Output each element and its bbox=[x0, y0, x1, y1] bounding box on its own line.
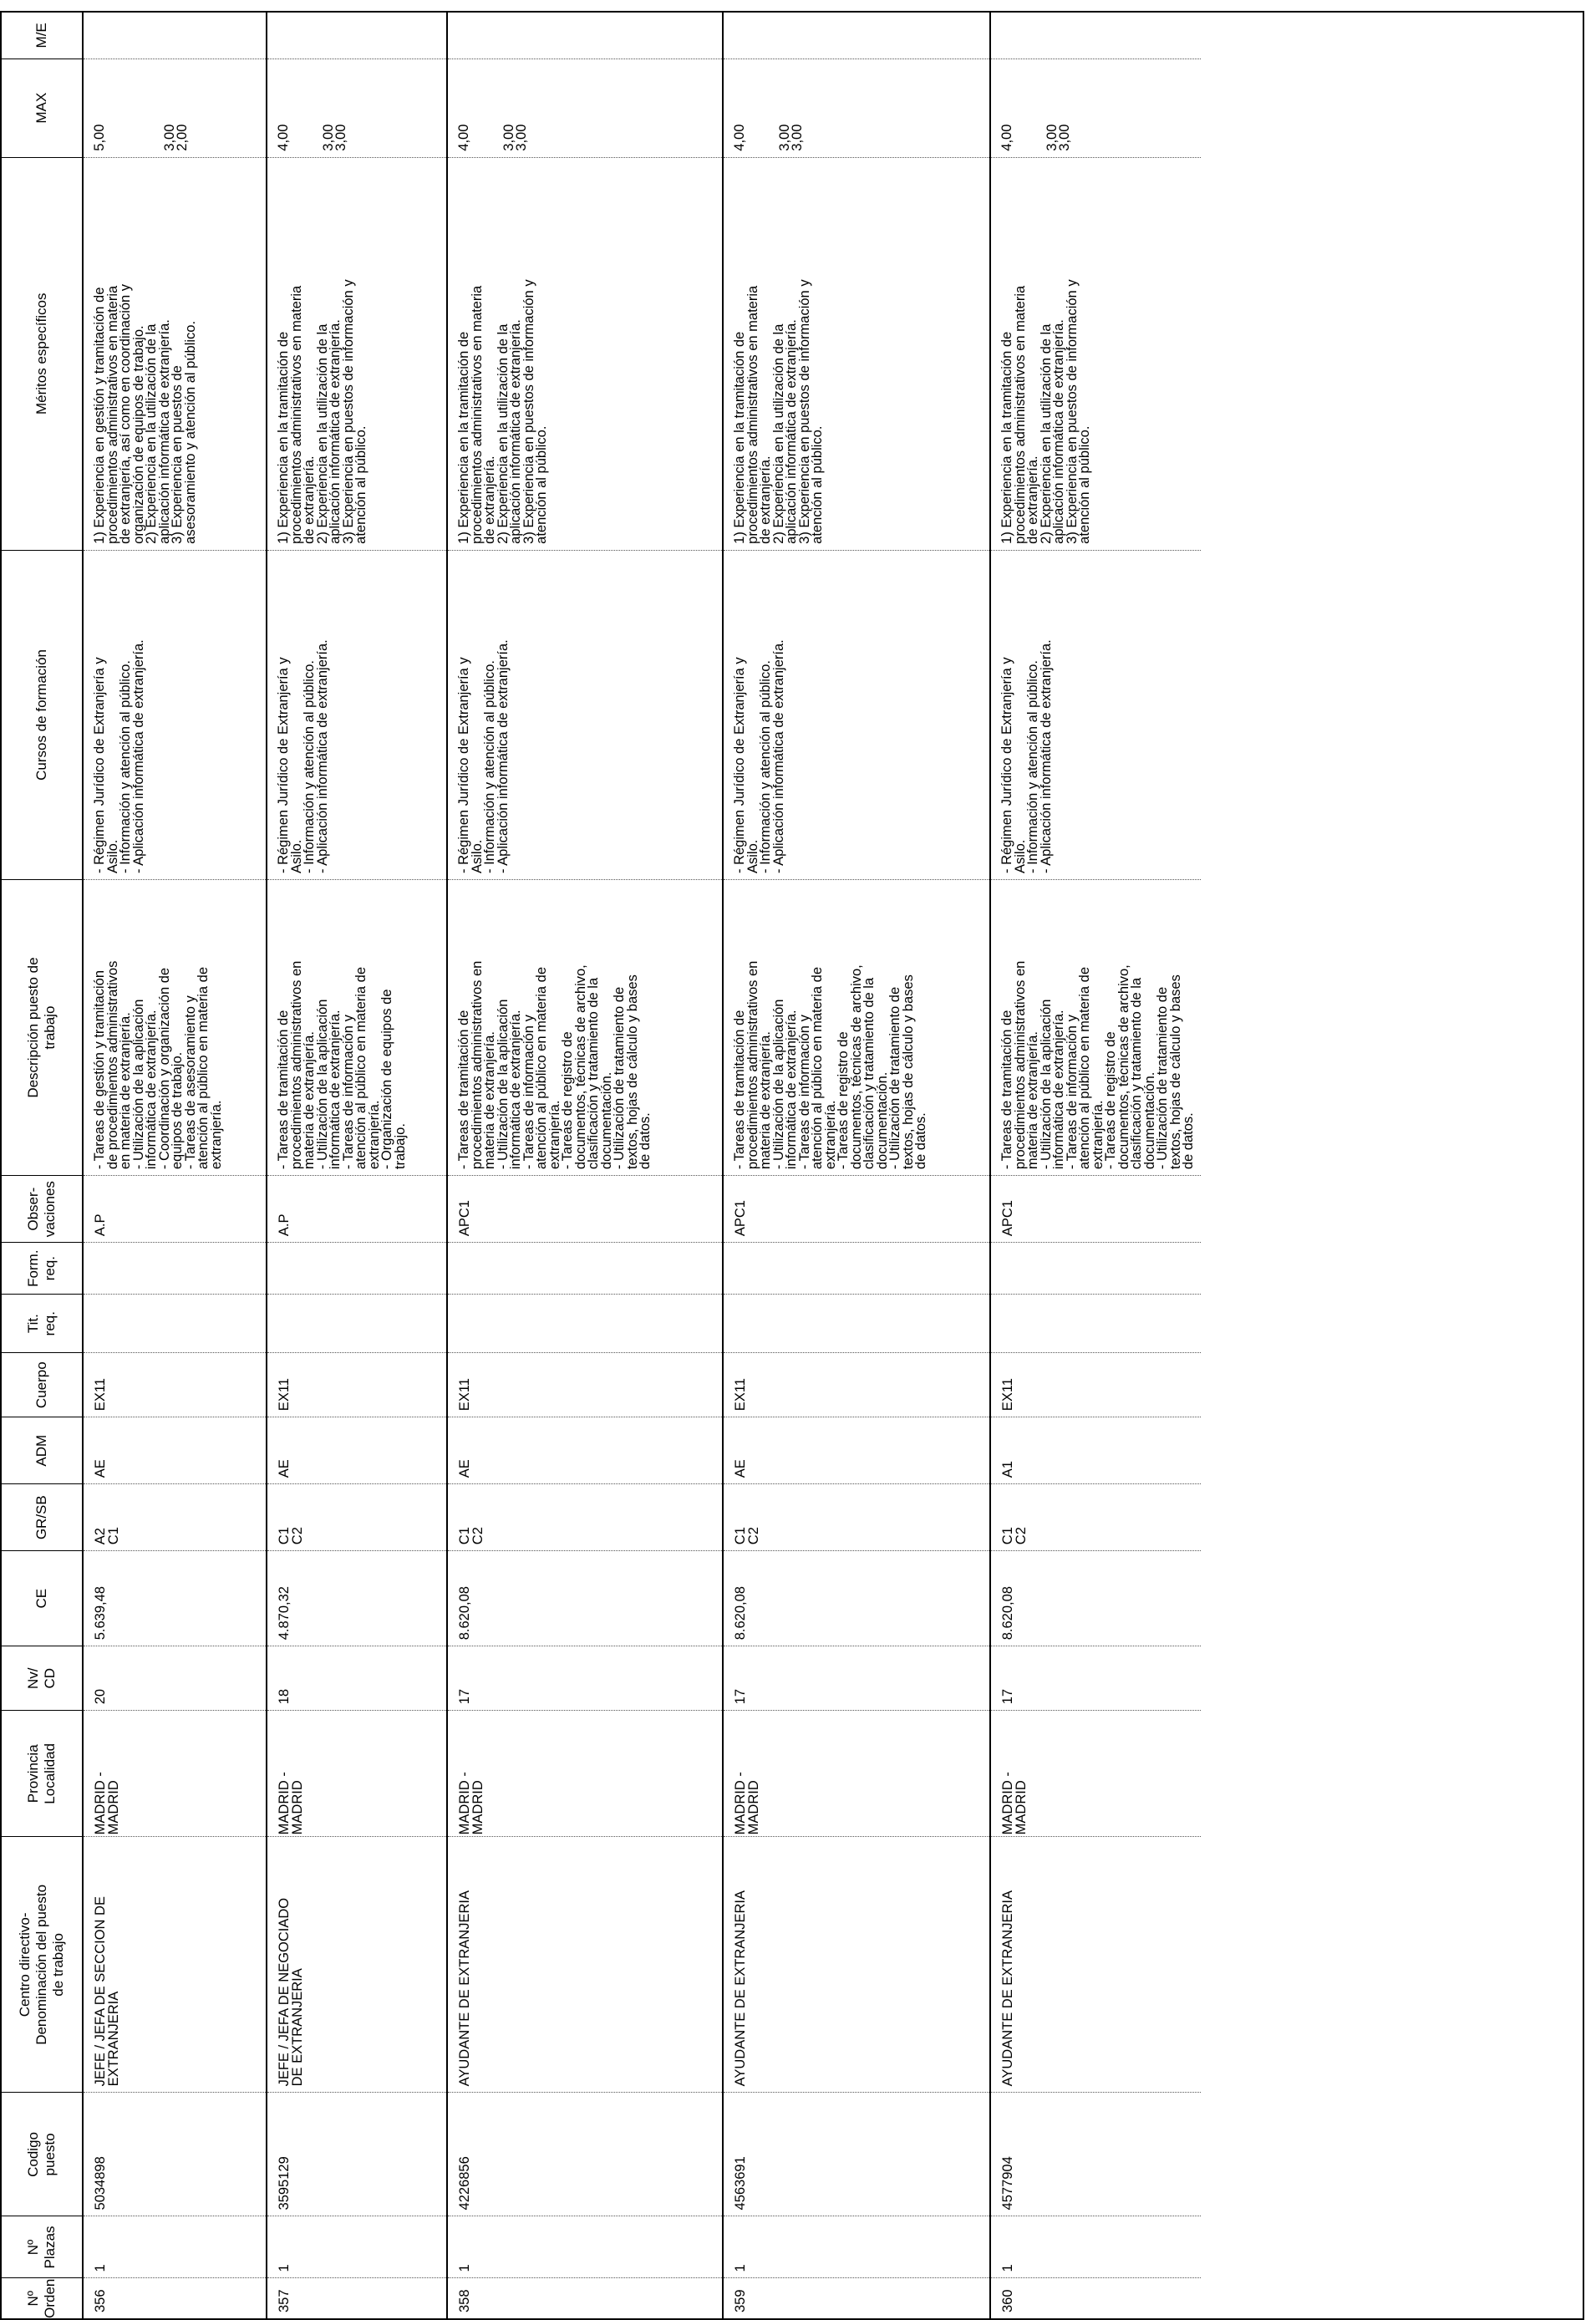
header-max: MAX bbox=[2, 59, 83, 157]
cell-nivel: 20 bbox=[83, 1646, 267, 1711]
cell-provincia: MADRID - MADRID bbox=[447, 1711, 723, 1837]
cell-cuerpo: EX11 bbox=[990, 1353, 1201, 1417]
cell-max bbox=[83, 59, 267, 157]
cell-ce: 5.639,48 bbox=[83, 1551, 267, 1646]
cell-grupo: C1 C2 bbox=[267, 1484, 447, 1551]
cell-centro: AYUDANTE DE EXTRANJERIA bbox=[447, 1837, 723, 2093]
header-orden: Nº Orden bbox=[2, 2278, 83, 2318]
cell-orden: 360 bbox=[990, 2278, 1201, 2318]
header-nivel: Nv/ CD bbox=[2, 1646, 83, 1711]
max-value: 4,00 bbox=[276, 124, 291, 151]
cell-tit bbox=[990, 1295, 1201, 1353]
cell-plazas: 1 bbox=[267, 2216, 447, 2278]
cell-ce: 8.620,08 bbox=[447, 1551, 723, 1646]
cell-codigo: 4563691 bbox=[723, 2093, 990, 2216]
cell-plazas: 1 bbox=[723, 2216, 990, 2278]
header-me: M/E bbox=[2, 13, 83, 59]
cell-form bbox=[267, 1243, 447, 1295]
cell-cursos: - Régimen Jurídico de Extranjería y Asilo. - Información y atención al público. - Aplicación informática de extranjería. bbox=[267, 550, 447, 879]
header-centro: Centro directivo- Denominación del puesto de trabajo bbox=[2, 1837, 83, 2093]
cell-provincia: MADRID - MADRID bbox=[83, 1711, 267, 1837]
cell-descripcion: - Tareas de tramitación de procedimientos administrativos en materia de extranjería. - Utilización de la aplicación informática de extranjería. - Tareas de información y atención al público en materia de extranjería. - Tareas de registro de documentos, técnicas de archivo, clasificación y tratamiento de la documentación. - Utilización de tratamiento de textos, hojas de cálculo y bases de datos. bbox=[990, 880, 1201, 1176]
cell-descripcion: - Tareas de tramitación de procedimientos administrativos en materia de extranjería. - Utilización de la aplicación informática de extranjería. - Tareas de información y atención al público en materia de extranjería. - Tareas de registro de documentos, técnicas de archivo, clasificación y tratamiento de la documentación. - Utilización de tratamiento de textos, hojas de cálculo y bases de datos. bbox=[723, 880, 990, 1176]
cell-meritos: 1) Experiencia en la tramitación de procedimientos administrativos en materia de extranjería. 2) Experiencia en la utilización de la aplicación informática de extranjería. 3) Experiencia en puestos de información y atención al público. bbox=[267, 157, 447, 550]
header-cursos: Cursos de formación bbox=[2, 550, 83, 879]
cell-centro: AYUDANTE DE EXTRANJERIA bbox=[723, 1837, 990, 2093]
cell-orden: 359 bbox=[723, 2278, 990, 2318]
cell-obs: A.P bbox=[83, 1176, 267, 1243]
cell-adm: A1 bbox=[990, 1417, 1201, 1484]
cell-cursos: - Régimen Jurídico de Extranjería y Asilo. - Información y atención al público. - Aplicación informática de extranjería. bbox=[723, 550, 990, 879]
cell-orden: 356 bbox=[83, 2278, 267, 2318]
table-row bbox=[267, 13, 447, 2318]
cell-plazas: 1 bbox=[447, 2216, 723, 2278]
max-value: 5,00 bbox=[92, 124, 107, 151]
max-value: 4,00 bbox=[732, 124, 747, 151]
header-grupo: GR/SB bbox=[2, 1484, 83, 1551]
max-value: 3,00 bbox=[333, 124, 348, 151]
cell-tit bbox=[83, 1295, 267, 1353]
cell-provincia: MADRID - MADRID bbox=[723, 1711, 990, 1837]
cell-cursos: - Régimen Jurídico de Extranjería y Asilo. - Información y atención al público. - Aplicación informática de extranjería. bbox=[83, 550, 267, 879]
cell-nivel: 18 bbox=[267, 1646, 447, 1711]
cell-plazas: 1 bbox=[83, 2216, 267, 2278]
cell-obs: APC1 bbox=[723, 1176, 990, 1243]
cell-cursos: - Régimen Jurídico de Extranjería y Asilo. - Información y atención al público. - Aplicación informática de extranjería. bbox=[990, 550, 1201, 879]
cell-grupo: C1 C2 bbox=[723, 1484, 990, 1551]
cell-ce: 8.620,08 bbox=[990, 1551, 1201, 1646]
max-value: 3,00 bbox=[1044, 124, 1060, 151]
cell-form bbox=[83, 1243, 267, 1295]
cell-provincia: MADRID - MADRID bbox=[990, 1711, 1201, 1837]
max-value: 3,00 bbox=[790, 124, 805, 151]
cell-orden: 357 bbox=[267, 2278, 447, 2318]
cell-provincia: MADRID - MADRID bbox=[267, 1711, 447, 1837]
max-value: 3,00 bbox=[320, 124, 336, 151]
cell-descripcion: - Tareas de tramitación de procedimientos administrativos en materia de extranjería. - Utilización de la aplicación informática de extranjería. - Tareas de información y atención al público en materia de extranjería. - Organización de equipos de trabajo. bbox=[267, 880, 447, 1176]
cell-obs: APC1 bbox=[447, 1176, 723, 1243]
cell-ce: 4.870,32 bbox=[267, 1551, 447, 1646]
cell-nivel: 17 bbox=[447, 1646, 723, 1711]
cell-max bbox=[267, 59, 447, 157]
cell-meritos: 1) Experiencia en la tramitación de procedimientos administrativos en materia de extranjería. 2) Experiencia en la utilización de la aplicación informática de extranjería. 3) Experiencia en puestos de información y atención al público. bbox=[990, 157, 1201, 550]
cell-meritos: 1) Experiencia en la tramitación de procedimientos administrativos en materia de extranjería. 2) Experiencia en la utilización de la aplicación informática de extranjería. 3) Experiencia en puestos de información y atención al público. bbox=[723, 157, 990, 550]
cell-meritos: 1) Experiencia en gestión y tramitación de procedimientos administrativos en materia de extranjería, así como en coordinación y organización de equipos de trabajo. 2) Experiencia en la utilización de la aplicación informática de extranjería. 3) Experiencia en puestos de asesoramiento y atención al público. bbox=[83, 157, 267, 550]
cell-ce: 8.620,08 bbox=[723, 1551, 990, 1646]
header-ce: CE bbox=[2, 1551, 83, 1646]
cell-codigo: 4577904 bbox=[990, 2093, 1201, 2216]
cell-adm: AE bbox=[83, 1417, 267, 1484]
table-row bbox=[447, 13, 723, 2318]
header-plazas: Nº Plazas bbox=[2, 2216, 83, 2278]
cell-plazas: 1 bbox=[990, 2216, 1201, 2278]
max-value: 3,00 bbox=[501, 124, 516, 151]
header-descripcion: Descripción puesto de trabajo bbox=[2, 880, 83, 1176]
cell-orden: 358 bbox=[447, 2278, 723, 2318]
cell-nivel: 17 bbox=[990, 1646, 1201, 1711]
cell-cuerpo: EX11 bbox=[83, 1353, 267, 1417]
cell-cuerpo: EX11 bbox=[723, 1353, 990, 1417]
cell-me bbox=[447, 13, 723, 59]
job-positions-table bbox=[2, 13, 1201, 2318]
cell-grupo: A2 C1 bbox=[83, 1484, 267, 1551]
cell-me bbox=[267, 13, 447, 59]
max-value: 3,00 bbox=[161, 124, 177, 151]
cell-grupo: C1 C2 bbox=[447, 1484, 723, 1551]
cell-codigo: 3595129 bbox=[267, 2093, 447, 2216]
cell-centro: JEFE / JEFA DE SECCION DE EXTRANJERIA bbox=[83, 1837, 267, 2093]
cell-adm: AE bbox=[447, 1417, 723, 1484]
max-value: 3,00 bbox=[514, 124, 529, 151]
cell-tit bbox=[447, 1295, 723, 1353]
cell-me bbox=[723, 13, 990, 59]
cell-codigo: 4226856 bbox=[447, 2093, 723, 2216]
cell-tit bbox=[723, 1295, 990, 1353]
cell-form bbox=[723, 1243, 990, 1295]
max-value: 3,00 bbox=[1057, 124, 1072, 151]
cell-tit bbox=[267, 1295, 447, 1353]
cell-form bbox=[447, 1243, 723, 1295]
max-value: 3,00 bbox=[776, 124, 792, 151]
cell-form bbox=[990, 1243, 1201, 1295]
cell-adm: AE bbox=[723, 1417, 990, 1484]
header-tit: Tit. req. bbox=[2, 1295, 83, 1353]
cell-obs: APC1 bbox=[990, 1176, 1201, 1243]
header-adm: ADM bbox=[2, 1417, 83, 1484]
cell-cuerpo: EX11 bbox=[447, 1353, 723, 1417]
cell-obs: A.P bbox=[267, 1176, 447, 1243]
cell-descripcion: - Tareas de tramitación de procedimientos administrativos en materia de extranjería. - Utilización de la aplicación informática de extranjería. - Tareas de información y atención al público en materia de extranjería. - Tareas de registro de documentos, técnicas de archivo, clasificación y tratamiento de la documentación. - Utilización de tratamiento de textos, hojas de cálculo y bases de datos. bbox=[447, 880, 723, 1176]
max-value: 4,00 bbox=[456, 124, 471, 151]
cell-meritos: 1) Experiencia en la tramitación de procedimientos administrativos en materia de extranjería. 2) Experiencia en la utilización de la aplicación informática de extranjería. 3) Experiencia en puestos de información y atención al público. bbox=[447, 157, 723, 550]
cell-me bbox=[83, 13, 267, 59]
header-obs: Obser- vaciones bbox=[2, 1176, 83, 1243]
table-row bbox=[990, 13, 1201, 2318]
cell-cursos: - Régimen Jurídico de Extranjería y Asilo. - Información y atención al público. - Aplicación informática de extranjería. bbox=[447, 550, 723, 879]
header-meritos: Méritos específicos bbox=[2, 157, 83, 550]
cell-cuerpo: EX11 bbox=[267, 1353, 447, 1417]
cell-grupo: C1 C2 bbox=[990, 1484, 1201, 1551]
cell-max bbox=[723, 59, 990, 157]
cell-descripcion: - Tareas de gestión y tramitación de procedimientos administrativos en materia de extranjería. - Utilización de la aplicación informática de extranjería. - Coordinación y organización de equipos de trabajo. - Tareas de asesoramiento y atención al público en materia de extranjería. bbox=[83, 880, 267, 1176]
max-value: 2,00 bbox=[175, 124, 190, 151]
table-row bbox=[83, 13, 267, 2318]
table-row bbox=[723, 13, 990, 2318]
header-codigo: Codigo puesto bbox=[2, 2093, 83, 2216]
cell-nivel: 17 bbox=[723, 1646, 990, 1711]
max-value: 4,00 bbox=[999, 124, 1014, 151]
cell-centro: JEFE / JEFA DE NEGOCIADO DE EXTRANJERIA bbox=[267, 1837, 447, 2093]
job-positions-table-frame bbox=[0, 11, 1584, 2320]
header-provincia: Provincia Localidad bbox=[2, 1711, 83, 1837]
cell-max bbox=[447, 59, 723, 157]
cell-me bbox=[990, 13, 1201, 59]
header-cuerpo: Cuerpo bbox=[2, 1353, 83, 1417]
header-form: Form. req. bbox=[2, 1243, 83, 1295]
cell-codigo: 5034898 bbox=[83, 2093, 267, 2216]
cell-adm: AE bbox=[267, 1417, 447, 1484]
header-row bbox=[2, 13, 83, 2318]
cell-max bbox=[990, 59, 1201, 157]
cell-centro: AYUDANTE DE EXTRANJERIA bbox=[990, 1837, 1201, 2093]
